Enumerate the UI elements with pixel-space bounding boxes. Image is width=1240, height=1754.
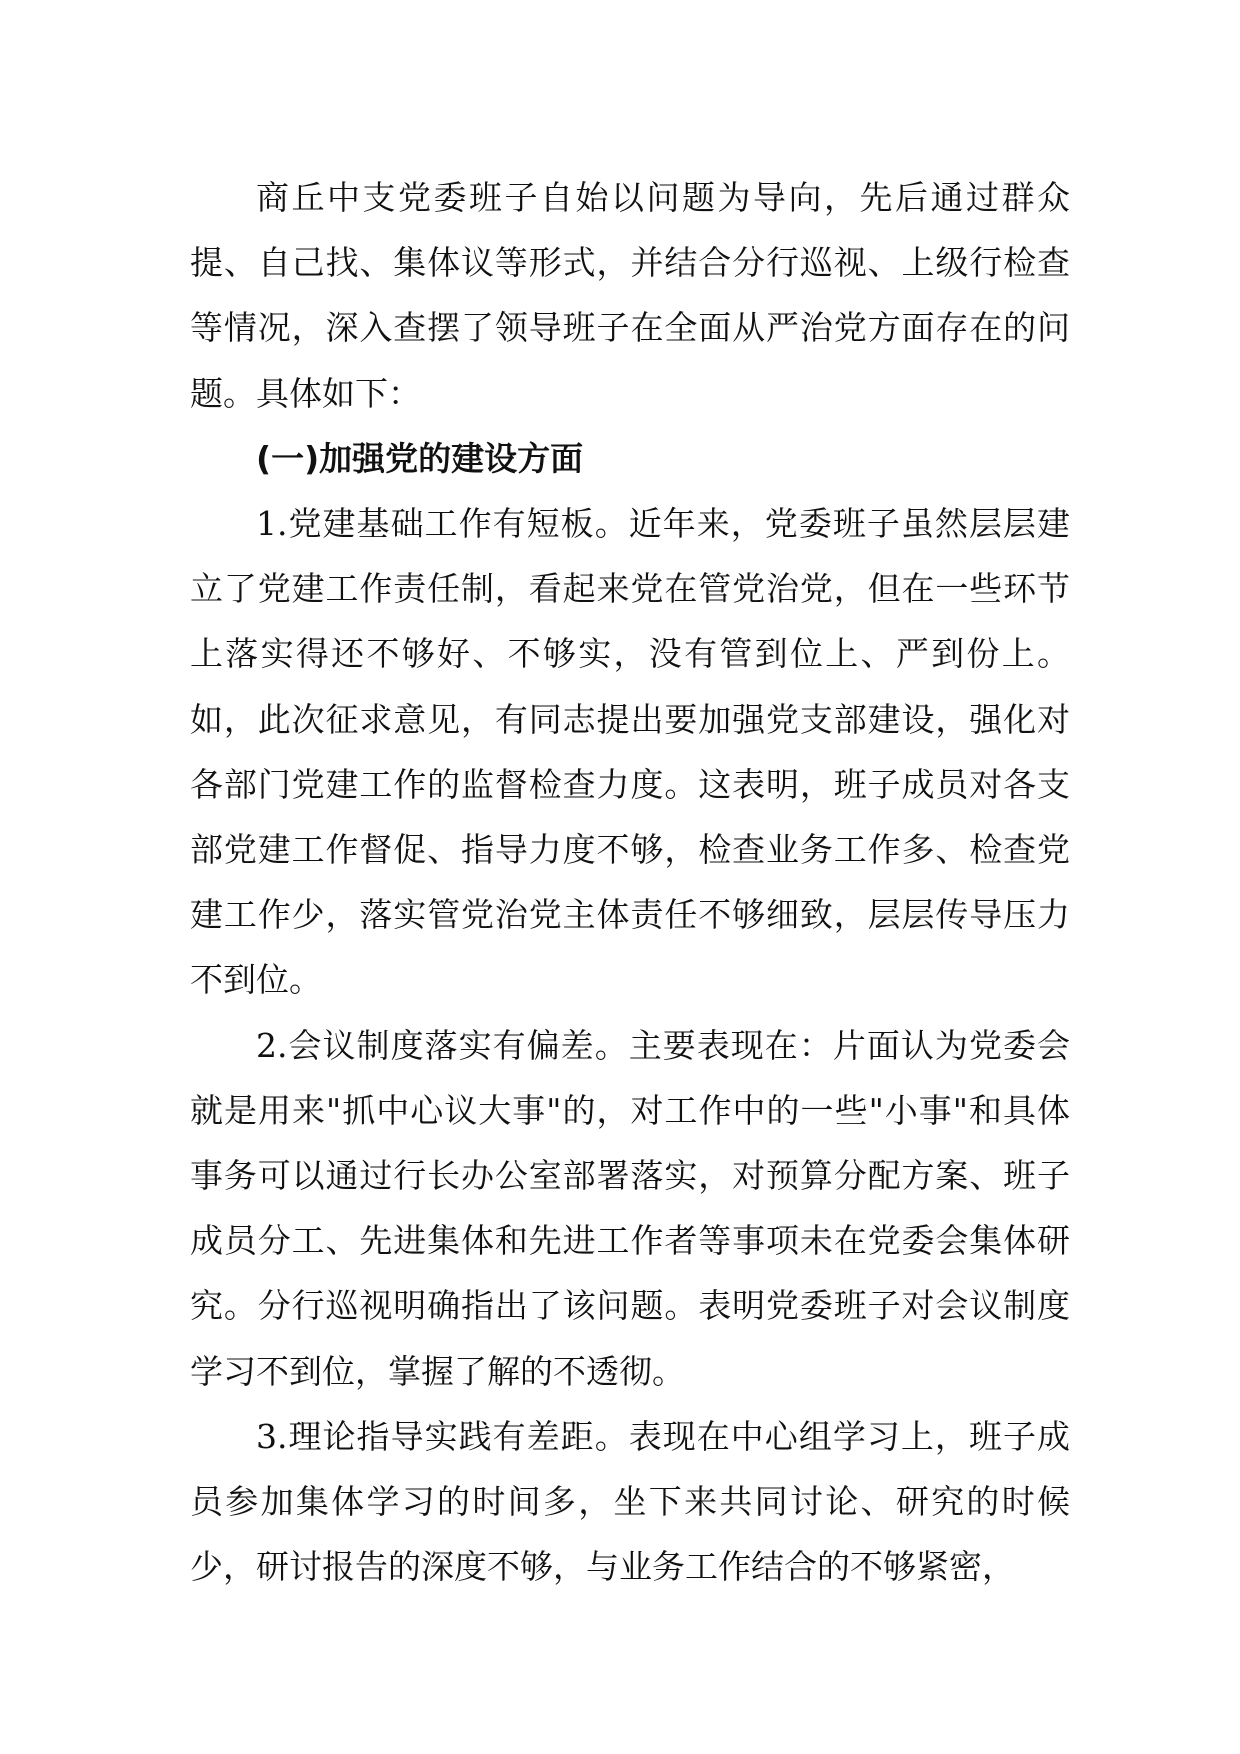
item-paragraph-2: 2.会议制度落实有偏差。主要表现在：片面认为党委会就是用来"抓中心议大事"的，对工作中的一些"小事"和具体事务可以通过行长办公室部署落实，对预算分配方案、班子成员分工、先进集体和先进工作者等事项未在党委会集体研究。分行巡视明确指出了该问题。表明党委班子对会议制度学习不到位，掌握了解的不透彻。: [190, 1025, 1070, 1391]
item-paragraph-3: 3.理论指导实践有差距。表现在中心组学习上，班子成员参加集体学习的时间多，坐下来共同讨论、研究的时候少，研讨报告的深度不够，与业务工作结合的不够紧密，: [190, 1416, 1070, 1587]
item-paragraph-1: 1.党建基础工作有短板。近年来，党委班子虽然层层建立了党建工作责任制，看起来党在管党治党，但在一些环节上落实得还不够好、不够实，没有管到位上、严到份上。如，此次征求意见，有同志提出要加强党支部建设，强化对各部门党建工作的监督检查力度。这表明，班子成员对各支部党建工作督促、指导力度不够，检查业务工作多、检查党建工作少，落实管党治党主体责任不够细致，层层传导压力不到位。: [190, 504, 1070, 1000]
document-body: [190, 165, 1070, 1599]
section-heading: (一)加强党的建设方面: [256, 438, 584, 478]
intro-paragraph: 商丘中支党委班子自始以问题为导向，先后通过群众提、自己找、集体议等形式，并结合分行巡视、上级行检查等情况，深入查摆了领导班子在全面从严治党方面存在的问题。具体如下：: [190, 178, 1070, 413]
